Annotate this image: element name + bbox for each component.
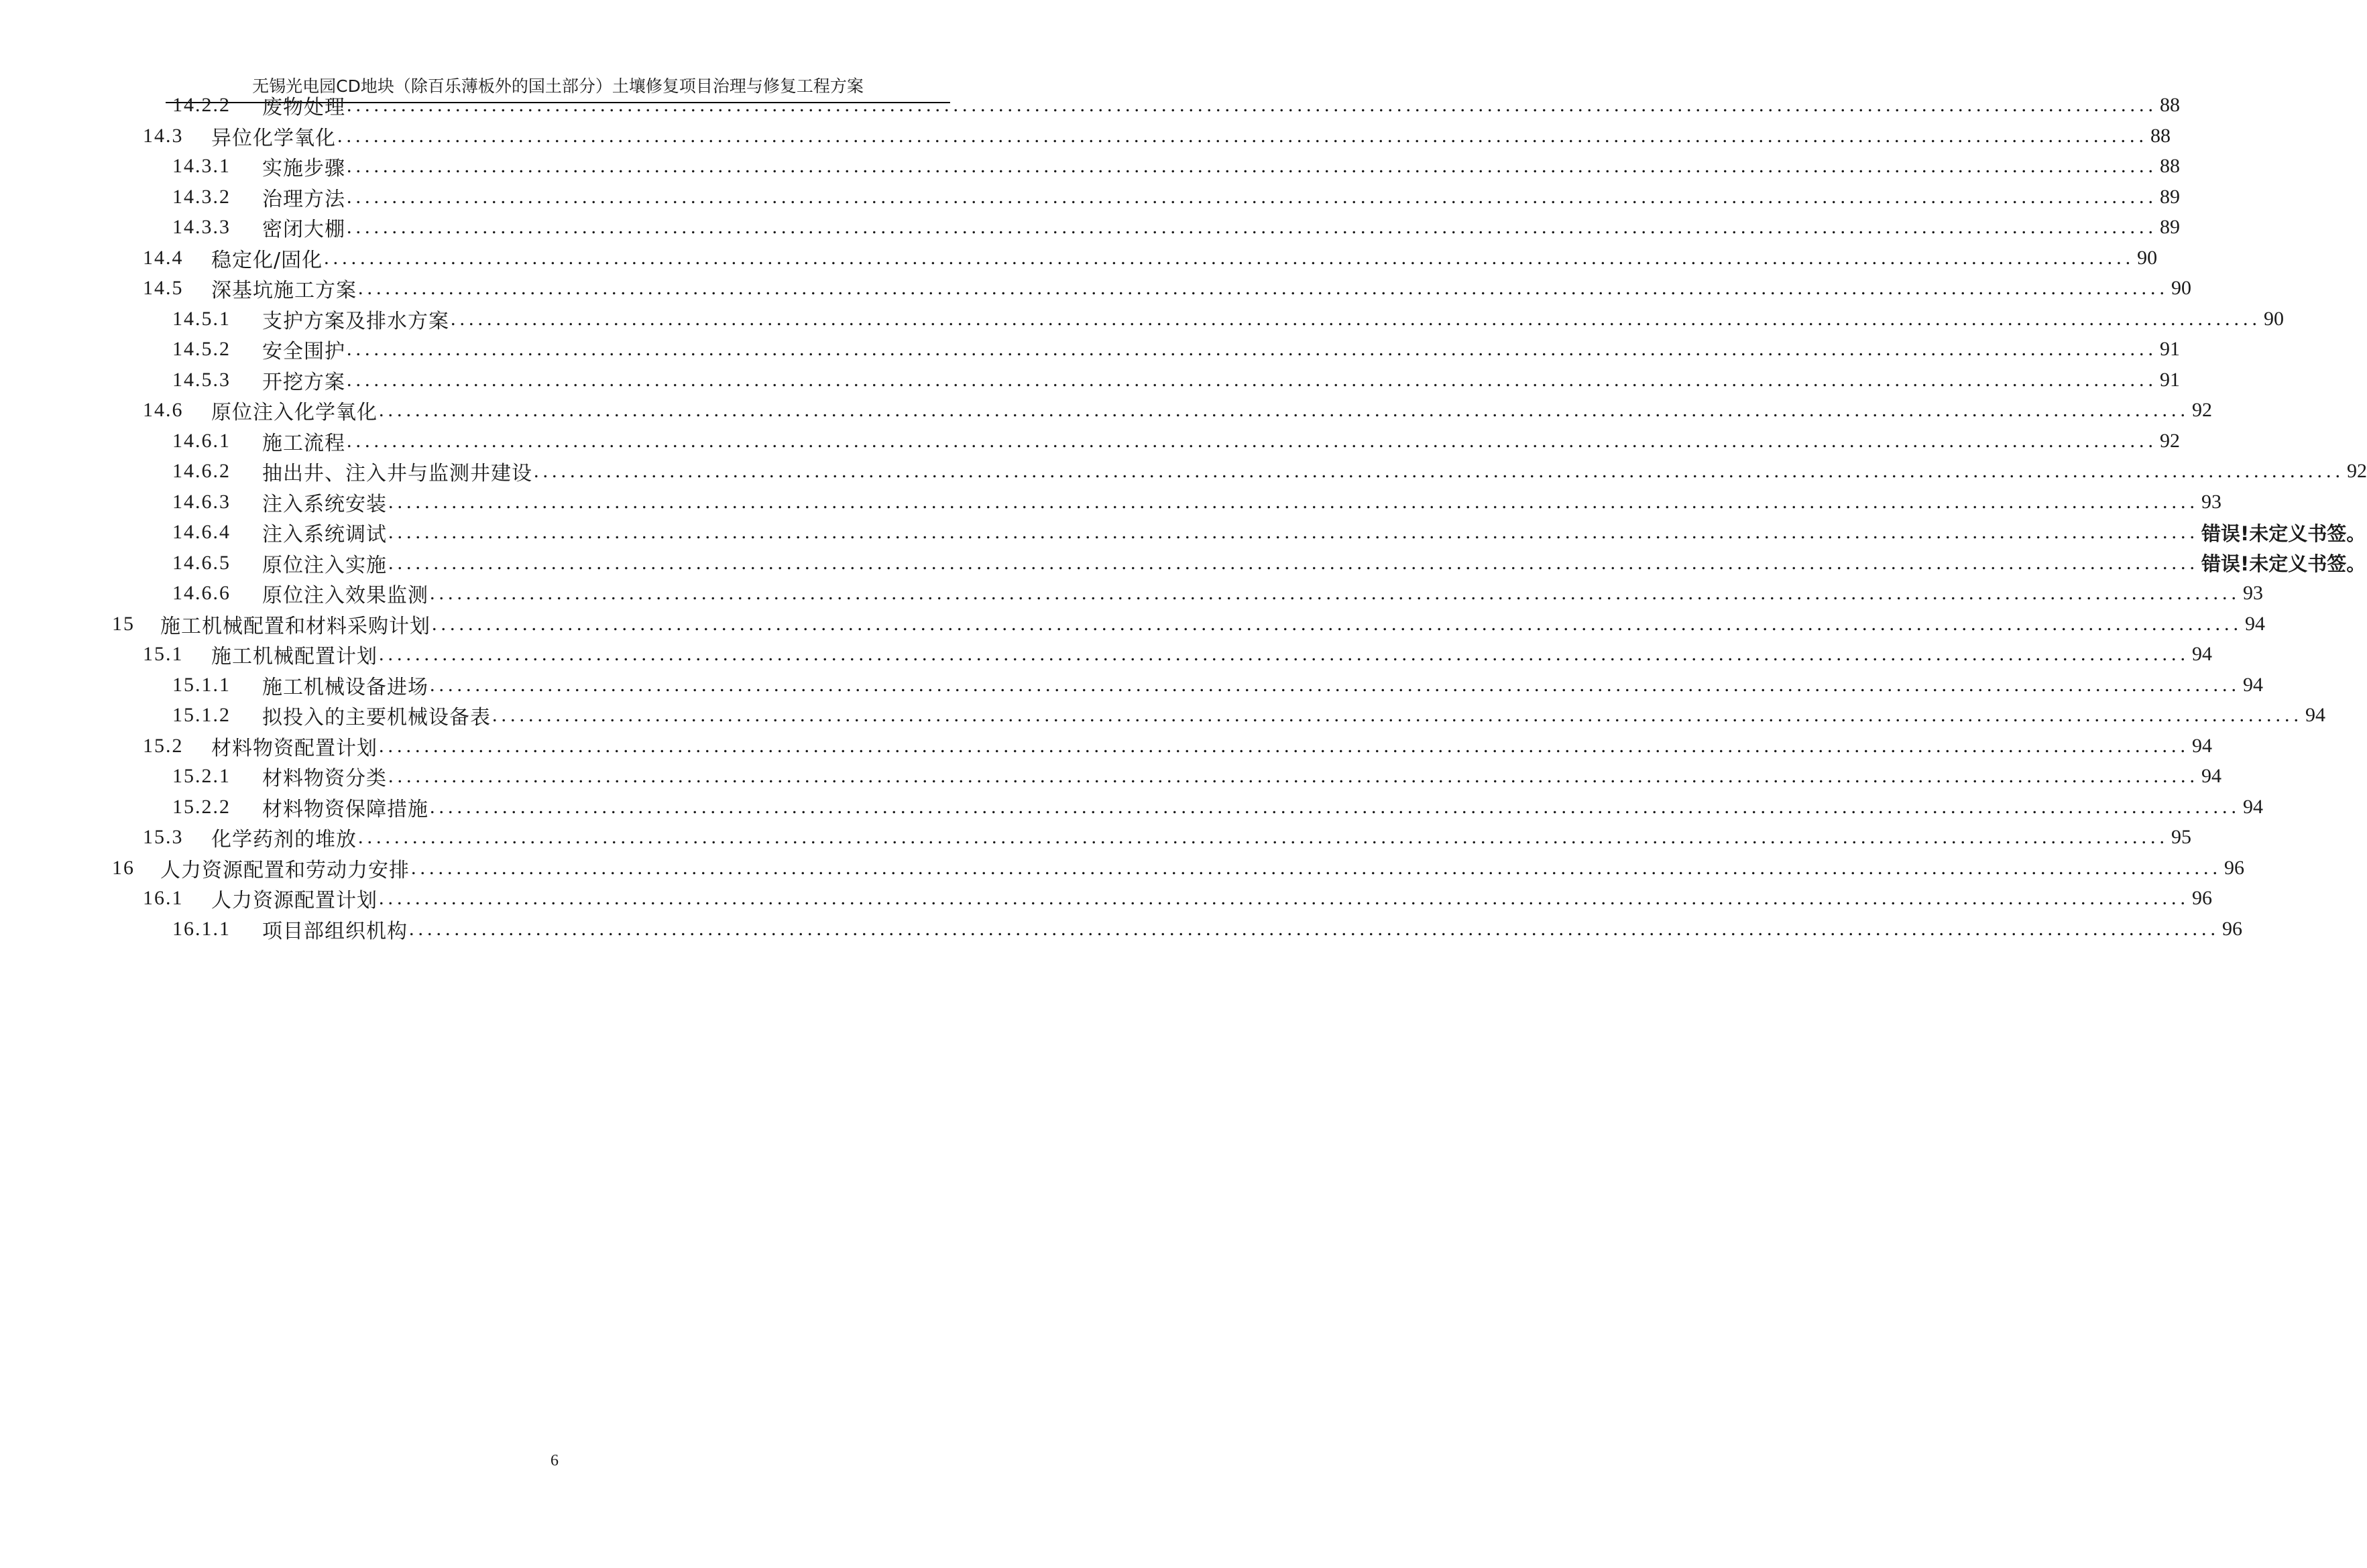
toc-entry-page: 94	[2245, 612, 2265, 635]
toc-entry-page: 92	[2160, 429, 2180, 452]
toc-dot-leader: ........................................................................................................................................................................................................	[358, 277, 2169, 299]
toc-entry-number: 14.6.4	[172, 521, 231, 543]
toc-entry-title: 异位化学氧化	[211, 126, 336, 150]
toc-dot-leader: ........................................................................................................................................................................................................	[379, 887, 2189, 909]
toc-entry[interactable]	[112, 609, 2265, 639]
toc-entry[interactable]	[172, 518, 2366, 547]
toc-entry[interactable]	[172, 152, 2180, 181]
toc-entry-page: 95	[2171, 826, 2191, 848]
toc-entry-title: 施工机械配置计划	[211, 645, 378, 668]
toc-entry-number: 14.5	[143, 277, 184, 299]
toc-entry-page: 89	[2160, 216, 2180, 238]
toc-dot-leader: ........................................................................................................................................................................................................	[432, 612, 2242, 635]
toc-entry-title: 人力资源配置和劳动力安排	[160, 858, 410, 882]
toc-entry-number: 14.5.1	[172, 307, 231, 330]
toc-entry-number: 15.2	[143, 734, 184, 757]
toc-entry-number: 15.1.1	[172, 673, 231, 696]
toc-entry-number: 15.2.2	[172, 795, 231, 818]
toc-entry-number: 14.3.1	[172, 155, 231, 177]
toc-entry[interactable]	[143, 640, 2212, 669]
toc-dot-leader: ........................................................................................................................................................................................................	[451, 307, 2261, 330]
toc-entry[interactable]	[172, 579, 2263, 608]
toc-dot-leader: ........................................................................................................................................................................................................	[411, 856, 2221, 879]
toc-entry-title: 实施步骤	[262, 157, 345, 180]
toc-entry-title: 项目部组织机构	[262, 919, 408, 943]
toc-entry-page: 94	[2243, 795, 2263, 818]
toc-entry-title: 注入系统调试	[262, 523, 387, 546]
toc-entry[interactable]	[172, 213, 2180, 242]
running-header: 无锡光电园CD地块（除百乐薄板外的国土部分）土壤修复项目治理与修复工程方案	[252, 76, 864, 96]
toc-dot-leader: ........................................................................................................................................................................................................	[492, 704, 2303, 726]
toc-entry-title: 化学药剂的堆放	[211, 828, 357, 851]
toc-entry-number: 14.6.1	[172, 429, 231, 452]
toc-entry[interactable]	[172, 792, 2263, 822]
toc-entry-page: 93	[2243, 582, 2263, 604]
toc-entry-title: 治理方法	[262, 187, 345, 211]
toc-dot-leader: ........................................................................................................................................................................................................	[388, 521, 2199, 543]
toc-entry-number: 14.2.2	[172, 94, 231, 116]
toc-entry[interactable]	[112, 853, 2244, 883]
toc-dot-leader: ........................................................................................................................................................................................................	[347, 216, 2157, 238]
toc-entry-title: 废物处理	[262, 96, 345, 119]
toc-entry[interactable]	[143, 396, 2212, 425]
toc-entry[interactable]	[172, 182, 2180, 212]
toc-dot-leader: ........................................................................................................................................................................................................	[337, 124, 2148, 147]
toc-entry-title: 人力资源配置计划	[211, 889, 378, 912]
toc-entry-page: 91	[2160, 338, 2180, 360]
toc-dot-leader: ........................................................................................................................................................................................................	[430, 582, 2240, 604]
toc-entry-page: 92	[2192, 399, 2212, 421]
toc-entry[interactable]	[143, 884, 2212, 913]
toc-entry-title: 抽出井、注入井与监测井建设	[262, 462, 532, 485]
toc-entry-page: 94	[2243, 673, 2263, 696]
toc-entry[interactable]	[172, 365, 2180, 395]
toc-entry-page: 94	[2192, 643, 2212, 665]
toc-entry-page: 88	[2150, 124, 2171, 147]
toc-dot-leader: ........................................................................................................................................................................................................	[347, 429, 2157, 452]
toc-entry-title: 原位注入实施	[262, 553, 387, 577]
toc-entry-number: 14.6.6	[172, 582, 231, 604]
toc-entry-title: 材料物资保障措施	[262, 797, 428, 821]
toc-entry-page: 90	[2264, 307, 2284, 330]
toc-entry[interactable]	[172, 701, 2325, 730]
toc-entry[interactable]	[143, 823, 2191, 852]
toc-entry[interactable]	[172, 457, 2367, 486]
toc-dot-leader: ........................................................................................................................................................................................................	[379, 399, 2189, 421]
toc-entry-page: 90	[2171, 277, 2191, 299]
toc-dot-leader: ........................................................................................................................................................................................................	[379, 734, 2189, 757]
toc-entry-number: 14.4	[143, 246, 184, 269]
toc-entry-page: 88	[2160, 155, 2180, 177]
toc-dot-leader: ........................................................................................................................................................................................................	[379, 643, 2189, 665]
toc-dot-leader: ........................................................................................................................................................................................................	[347, 155, 2157, 177]
toc-dot-leader: ........................................................................................................................................................................................................	[347, 185, 2157, 208]
toc-dot-leader: ........................................................................................................................................................................................................	[347, 94, 2157, 116]
toc-entry[interactable]	[172, 304, 2284, 334]
toc-entry-error-text: 错误!未定义书签。	[2201, 522, 2366, 545]
toc-entry-page: 96	[2192, 887, 2212, 909]
toc-entry-page: 89	[2160, 185, 2180, 208]
toc-entry-title: 施工机械配置和材料采购计划	[160, 614, 430, 638]
toc-entry-page: 92	[2347, 460, 2367, 482]
toc-entry-page: 96	[2222, 917, 2242, 940]
toc-entry[interactable]	[172, 548, 2366, 578]
toc-dot-leader: ........................................................................................................................................................................................................	[347, 338, 2157, 360]
toc-entry-number: 14.3.3	[172, 216, 231, 238]
toc-entry-page: 88	[2160, 94, 2180, 116]
toc-entry-title: 开挖方案	[262, 370, 345, 394]
toc-entry-page: 94	[2192, 734, 2212, 757]
toc-dot-leader: ........................................................................................................................................................................................................	[430, 673, 2240, 696]
toc-dot-leader: ........................................................................................................................................................................................................	[388, 490, 2199, 513]
toc-entry-number: 14.5.3	[172, 368, 231, 391]
toc-entry[interactable]	[172, 914, 2242, 944]
toc-entry[interactable]	[172, 762, 2221, 791]
toc-entry-number: 15.2.1	[172, 765, 231, 787]
toc-entry-title: 注入系统安装	[262, 492, 387, 516]
toc-dot-leader: ........................................................................................................................................................................................................	[534, 460, 2344, 482]
toc-entry-number: 15.1.2	[172, 704, 231, 726]
toc-entry[interactable]	[143, 274, 2191, 303]
toc-dot-leader: ........................................................................................................................................................................................................	[409, 917, 2219, 940]
toc-entry[interactable]	[172, 487, 2221, 517]
toc-entry-number: 15.1	[143, 643, 184, 665]
toc-entry-number: 14.5.2	[172, 338, 231, 360]
toc-entry-number: 14.3.2	[172, 185, 231, 208]
toc-entry-title: 拟投入的主要机械设备表	[262, 706, 491, 729]
toc-entry-number: 15	[112, 612, 135, 635]
toc-entry-number: 14.6	[143, 399, 184, 421]
toc-entry-number: 16	[112, 856, 135, 879]
toc-entry-page: 91	[2160, 368, 2180, 391]
toc-entry-title: 施工机械设备进场	[262, 675, 428, 699]
toc-dot-leader: ........................................................................................................................................................................................................	[358, 826, 2169, 848]
toc-entry[interactable]	[143, 121, 2171, 151]
toc-dot-leader: ........................................................................................................................................................................................................	[388, 551, 2199, 574]
toc-entry[interactable]	[143, 731, 2212, 761]
toc-entry-title: 深基坑施工方案	[211, 279, 357, 302]
toc-entry-page: 94	[2305, 704, 2325, 726]
toc-dot-leader: ........................................................................................................................................................................................................	[388, 765, 2199, 787]
toc-entry-number: 14.6.3	[172, 490, 231, 513]
toc-entry-page: 96	[2224, 856, 2244, 879]
toc-entry-error-text: 错误!未定义书签。	[2201, 552, 2366, 575]
toc-entry-page: 93	[2201, 490, 2221, 513]
toc-dot-leader: ........................................................................................................................................................................................................	[430, 795, 2240, 818]
toc-entry-number: 16.1	[143, 887, 184, 909]
toc-entry-number: 15.3	[143, 826, 184, 848]
toc-entry[interactable]	[172, 670, 2263, 700]
toc-entry-title: 密闭大棚	[262, 218, 345, 241]
toc-entry[interactable]	[172, 426, 2180, 456]
toc-entry-number: 14.3	[143, 124, 184, 147]
toc-entry-title: 稳定化/固化	[211, 248, 323, 272]
toc-entry-number: 14.6.2	[172, 460, 231, 482]
toc-entry-number: 16.1.1	[172, 917, 231, 940]
toc-entry-title: 原位注入效果监测	[262, 584, 428, 607]
toc-entry-title: 原位注入化学氧化	[211, 401, 378, 424]
toc-entry-title: 施工流程	[262, 431, 345, 455]
toc-entry[interactable]	[143, 243, 2158, 273]
toc-entry-page: 90	[2137, 246, 2158, 269]
page-number: 6	[551, 1452, 559, 1469]
toc-entry-page: 94	[2201, 765, 2221, 787]
toc-dot-leader: ........................................................................................................................................................................................................	[324, 246, 2135, 269]
toc-entry[interactable]	[172, 335, 2180, 364]
toc-entry-title: 材料物资配置计划	[211, 736, 378, 760]
toc-entry-title: 材料物资分类	[262, 767, 387, 790]
toc-entry[interactable]	[172, 91, 2180, 120]
toc-entry-title: 安全围护	[262, 340, 345, 363]
toc-entry-title: 支护方案及排水方案	[262, 309, 449, 333]
toc-entry-number: 14.6.5	[172, 551, 231, 574]
toc-dot-leader: ........................................................................................................................................................................................................	[347, 368, 2157, 391]
